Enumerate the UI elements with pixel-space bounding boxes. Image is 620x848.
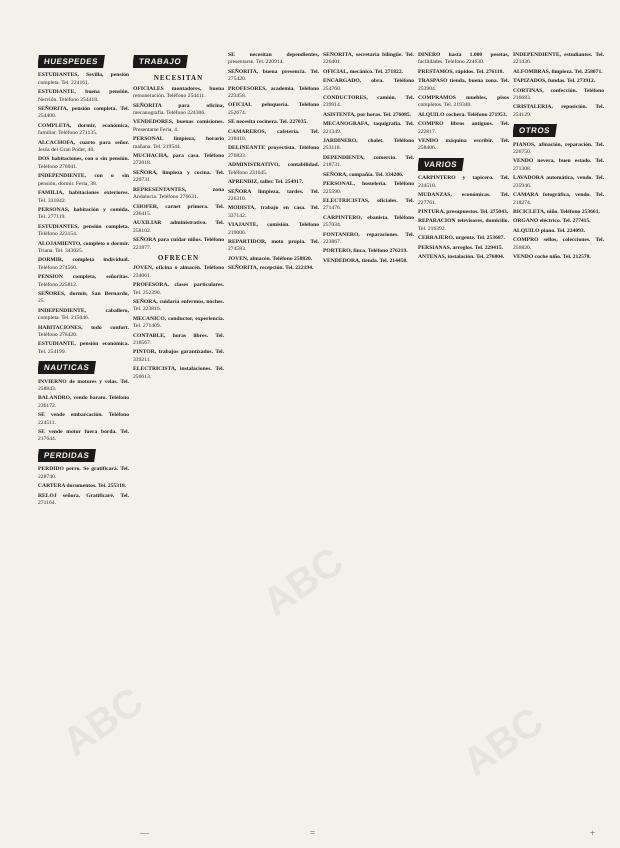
classified-ad: ALQUILO piano. Tel. 224093.	[513, 227, 586, 234]
classified-ad: PROFESORA, clases particulares. Tel. 252390.	[133, 282, 224, 296]
classified-ad: COMPRO sellos, colecciones. Tel. 256820.	[513, 237, 604, 251]
classified-ad: PRESTAMOS, rápidos. Tel. 276118.	[418, 68, 504, 75]
classified-ad: PERSONAL limpieza, horario mañana. Tel. 219544.	[133, 136, 224, 150]
classified-ad: LAVADORA automática, vendo. Tel. 235946.	[513, 175, 604, 189]
classified-ad: RELOJ señora. Gratificaré. Tel. 271164.	[38, 492, 129, 506]
classified-ad: CAMAREROS, cafetería. Tel. 218410.	[228, 128, 319, 143]
classified-ad: PENSION completa, señoritas. Teléfono 225812.	[38, 274, 129, 288]
classified-ad: ENCARGADO, obra. Teléfono 254760.	[323, 78, 414, 92]
classified-ad: SEÑORA, compañía. Tel. 334206.	[323, 171, 404, 178]
classified-ad: CERRAJERO, urgente. Tel. 253687.	[418, 235, 505, 242]
classified-ad: SE vende embarcación. Teléfono 224511.	[38, 412, 129, 426]
watermark: ABC	[54, 679, 152, 765]
classified-ad: CHOFER, carnet primera. Tel. 236415.	[133, 203, 224, 217]
classified-ad: VENDO coche niño. Tel. 212578.	[513, 253, 591, 260]
section-header-nauticas: NAUTICAS	[38, 361, 96, 374]
classified-ad: REPARTIDOR, moto propia. Tel. 274583.	[228, 238, 319, 253]
classified-ad: BALANDRO, vendo barato. Teléfono 236172.	[38, 395, 129, 409]
watermark: ABC	[254, 539, 352, 625]
page-mark-center: =	[310, 828, 316, 838]
page-mark-right: +	[590, 828, 596, 838]
classified-ad: ALQUILO cochera. Teléfono 271953.	[418, 111, 508, 118]
classified-ad: COMPLETA, dormir, económica, familiar. Teléfono 271135.	[38, 122, 129, 137]
section-header-varios: VARIOS	[418, 158, 464, 171]
classified-ad: JARDINERO, chalet. Teléfono 253118.	[323, 138, 414, 152]
classified-ad: ESTUDIANTE, buena pensión. Nervión. Teléfono 254418.	[38, 89, 129, 103]
classified-ad: TAPIZADOS, fundas. Tel. 273912.	[513, 78, 596, 85]
classified-ad: SE necesitan dependientes, presentarse. Tel. 220914.	[228, 52, 319, 66]
column-5	[418, 52, 509, 832]
classified-ad: APRENDIZ, taller. Tel. 254917.	[228, 179, 304, 186]
page-marks	[0, 828, 620, 842]
classified-ad: DORMIR, completa individual. Teléfono 274560.	[38, 257, 129, 271]
classified-ad: MECANICO, conductor, experiencia. Tel. 271409.	[133, 315, 224, 330]
classified-ad: MUCHACHA, para casa. Teléfono 272018.	[133, 153, 224, 167]
classified-ad: ESTUDIANTES, pensión completa. Teléfono 223154.	[38, 223, 129, 238]
classified-ad: SEÑORITA para oficina, mecanografía. Teléfono 224306.	[133, 102, 224, 117]
classified-ad: OFICIAL, mecánico. Tel. 271822.	[323, 68, 404, 75]
classified-ad: PIANOS, afinación, reparación. Tel. 226750.	[513, 141, 604, 156]
classified-ad: ELECTRICISTAS, oficiales. Tel. 271476.	[323, 197, 414, 212]
classified-ad: SEÑORA, limpieza y cocina. Tel. 220731.	[133, 169, 224, 184]
classified-ad: JOVEN, almacén. Teléfono 258820.	[228, 255, 313, 262]
classified-ad: SEÑORA limpieza, tardes. Tel. 226310.	[228, 188, 319, 202]
classified-ad: SE necesita cocinera. Tel. 227035.	[228, 119, 308, 126]
classified-ad: SEÑORA para cuidar niños. Teléfono 221877.	[133, 237, 224, 251]
classified-ad: VIAJANTE, comisión. Teléfono 219006.	[228, 222, 319, 236]
classified-ad: ADMINISTRATIVO, contabilidad. Teléfono 231645.	[228, 162, 319, 176]
classified-ad: PERSIANAS, arreglos. Tel. 229415.	[418, 244, 503, 251]
page-mark-left: —	[140, 828, 149, 838]
classified-ad: FONTANERO, reparaciones. Tel. 223867.	[323, 231, 414, 245]
classified-ad: SEÑORITA, secretaria bilingüe. Tel. 226401.	[323, 52, 414, 66]
classified-ad: CORTINAS, confección. Teléfono 216683.	[513, 87, 604, 102]
column-3	[228, 52, 319, 832]
classified-ad: MODISTA, trabajo en casa. Tel. 337142.	[228, 205, 319, 219]
classified-ad: ELECTRICISTA, instalaciones. Tel. 256613.	[133, 366, 224, 380]
classified-ad: BICICLETA, niño. Teléfono 253661.	[513, 208, 600, 215]
classified-ad: REPARACION televisores, domicilio. Tel. 216392.	[418, 218, 509, 232]
classified-ad: DELINEANTE proyectista. Teléfono 276833.	[228, 145, 319, 159]
classified-ad: ANTENAS, instalación. Tel. 276804.	[418, 253, 505, 260]
column-2	[133, 52, 224, 832]
classified-ad: MECANOGRAFA, taquigrafía. Tel. 221349.	[323, 121, 414, 135]
classified-ad: DINERO hasta 1.000 pesetas, facilidades. Teléfono 224630.	[418, 52, 509, 66]
classified-ad: INVIERNO de motores y velas. Tel. 258843.	[38, 378, 129, 393]
classified-ad: COMPRO libros antiguos. Tel. 222817.	[418, 121, 509, 135]
classified-ad: CAMARA fotográfica, vendo. Tel. 218274.	[513, 192, 604, 206]
classified-ad: PINTOR, trabajos garantizados. Tel. 339211.	[133, 349, 224, 363]
classified-ad: VENDEDORA, tienda. Tel. 214458.	[323, 257, 408, 264]
classified-ad: VENDEDORES, buenas comisiones. Presentarse Feria, 4.	[133, 119, 224, 133]
classified-ad: INDEPENDIENTE, estudiantes. Tel. 221436.	[513, 52, 604, 66]
classified-ad: ALFOMBRAS, limpieza. Tel. 258071.	[513, 68, 603, 75]
classified-ad: PORTERO, finca. Teléfono 276219.	[323, 248, 408, 255]
column-6	[513, 52, 604, 832]
classified-ad: VENDO máquina escribir. Tel. 258406.	[418, 138, 509, 152]
classified-ad: MUDANZAS, económicas. Tel. 227761.	[418, 192, 509, 206]
classified-ad: ASISTENTA, por horas. Tel. 276085.	[323, 111, 412, 118]
classified-ad: CONTABLE, horas libres. Tel. 218567.	[133, 332, 224, 346]
column-4	[323, 52, 414, 832]
classified-ad: COMPRAMOS muebles, pisos completos. Tel. 219340.	[418, 95, 509, 109]
section-header-perdidas: PERDIDAS	[38, 449, 96, 462]
classified-ad: ORGANO eléctrico. Tel. 277415.	[513, 218, 591, 225]
classified-ad: ALCACHOFA, cuarto para señor. Jesús del Gran Poder, 40.	[38, 139, 129, 154]
section-header-trabajo: TRABAJO	[133, 55, 188, 68]
classified-ad: PROFESORES, academia. Teléfono 223458.	[228, 85, 319, 100]
classified-ad: SEÑORES, dormir, San Bernardo, 25.	[38, 290, 129, 305]
classified-ad: PERSONAS, habitación y comida. Tel. 277119.	[38, 206, 129, 221]
classified-ad: SEÑORITA, pensión completa. Tel. 254400.	[38, 106, 129, 120]
classified-ad: CARPINTERO y tapicero. Tel. 234518.	[418, 175, 509, 189]
classified-ad: PERSONAL, hostelería. Teléfono 225590.	[323, 181, 414, 195]
classified-ad: CARPINTERO, ebanista. Teléfono 257034.	[323, 214, 414, 229]
classified-ad: TRASPASO tienda, buena zona. Tel. 253904.	[418, 78, 509, 92]
section-subhead-necesitan: NECESITAN	[153, 74, 204, 83]
column-1	[38, 52, 129, 832]
classified-ad: CARTERA documentos. Tel. 255318.	[38, 483, 127, 490]
classified-ad: FAMILIA, habitaciones exteriores. Tel. 331842.	[38, 190, 129, 204]
classified-ad: OFICIAL peluquería. Teléfono 252674.	[228, 102, 319, 116]
classified-ad: REPRESENTANTES, zona Andalucía. Teléfono 276631.	[133, 186, 224, 201]
section-header-huespedes: HUESPEDES	[38, 55, 105, 68]
classified-ad: PINTURA, presupuestos. Tel. 275043.	[418, 208, 509, 215]
classified-ad: CRISTALERIA, reposición. Tel. 254129.	[513, 104, 604, 118]
watermark: ABC	[454, 699, 552, 785]
classified-ad: PERDIDO perro. Se gratificará. Tel. 228740.	[38, 466, 129, 480]
classified-ad: ALOJAMIENTO, completo o dormir. Triana. Tel. 343025.	[38, 240, 129, 254]
classified-ad: VENDO nevera, buen estado. Tel. 271308.	[513, 158, 604, 172]
classified-ad: SE vende motor fuera borda. Tel. 217644.	[38, 429, 129, 443]
classified-ad: SEÑORITA, recepción. Tel. 222194.	[228, 265, 314, 272]
classified-ad: INDEPENDIENTE, caballero, completa. Tel. 215046.	[38, 307, 129, 322]
classified-ad: AUXILIAR administrativo. Tel. 258102.	[133, 220, 224, 234]
classified-ad: OFICIALES montadores, buena remuneración. Teléfono 254411.	[133, 85, 224, 100]
classified-ad: ESTUDIANTE, pensión económica. Tel. 254199.	[38, 341, 129, 355]
classified-ad: SEÑORITA, buena presencia. Tel. 275420.	[228, 68, 319, 83]
classified-ad: ESTUDIANTES, Sevilla, pensión completa. Tel. 224161.	[38, 72, 129, 86]
classified-ad: DOS habitaciones, con o sin pensión. Teléfono 276041.	[38, 156, 129, 170]
classified-ad: DEPENDIENTA, comercio. Tel. 218731.	[323, 154, 414, 169]
section-header-otros: OTROS	[513, 124, 557, 137]
classified-page	[38, 52, 604, 832]
classified-ad: INDEPENDIENTE, con o sin pensión, dormir. Feria, 38.	[38, 173, 129, 187]
section-subhead-ofrecen: OFRECEN	[157, 253, 200, 262]
classified-ad: SEÑORA, cuidaría enfermos, noches. Tel. 223816.	[133, 298, 224, 313]
classified-ad: CONDUCTORES, camión. Tel. 239914.	[323, 95, 414, 109]
classified-ad: HABITACIONES, todo confort. Teléfono 276420.	[38, 324, 129, 338]
classified-ad: JOVEN, oficina o almacén. Teléfono 234061.	[133, 265, 224, 279]
